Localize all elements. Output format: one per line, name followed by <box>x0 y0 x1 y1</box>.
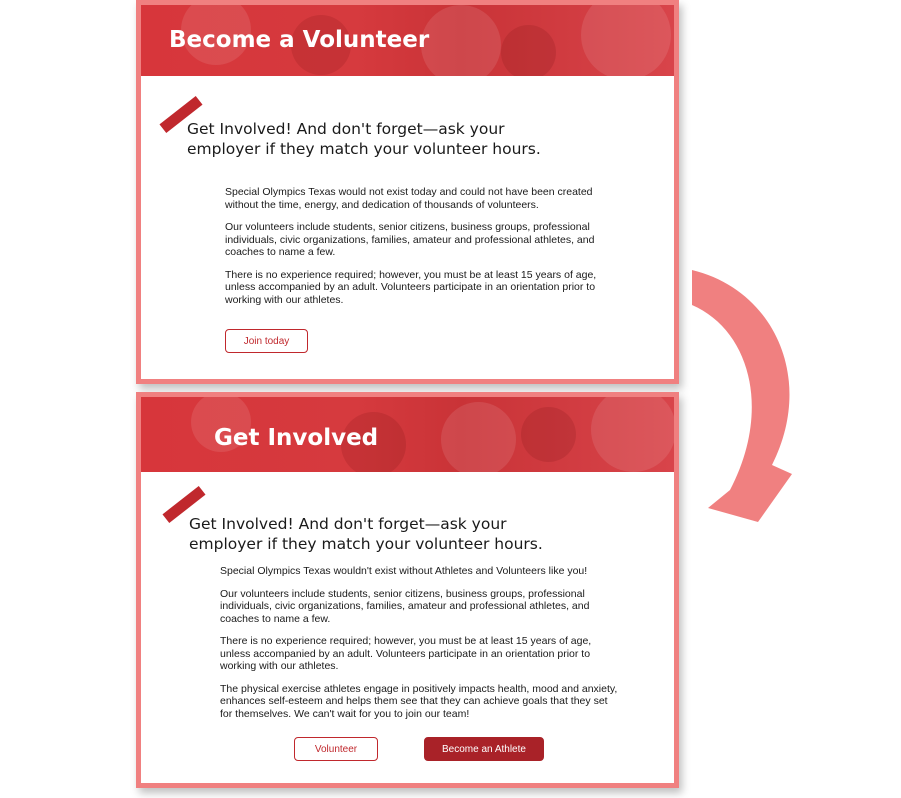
volunteer-button[interactable]: Volunteer <box>294 737 378 761</box>
after-card <box>136 392 679 788</box>
paragraph: The physical exercise athletes engage in positively impacts health, mood and anxiety, enhances self-esteem and helps them see that they can achieve goals that they set for themselves. We can't wait for you to join our team! <box>220 682 618 720</box>
paragraph: Special Olympics Texas wouldn't exist without Athletes and Volunteers like you! <box>220 565 588 577</box>
hero-banner <box>141 5 674 76</box>
headline <box>187 119 627 159</box>
banner-title: Get Involved <box>214 425 379 451</box>
before-card <box>136 0 679 384</box>
banner-title: Become a Volunteer <box>169 27 430 53</box>
join-today-button[interactable]: Join today <box>225 329 308 353</box>
become-athlete-button[interactable]: Become an Athlete <box>424 737 544 761</box>
hero-banner <box>141 397 674 472</box>
paragraph: Our volunteers include students, senior citizens, business groups, professional individuals, civic organizations, families, amateur and professional athletes, and coaches to name a few. <box>220 587 590 625</box>
paragraph: Special Olympics Texas would not exist today and could not have been created without the time, energy, and dedication of thousands of volunteers. <box>225 186 593 211</box>
headline-line-1: Get Involved! And don't forget—ask your <box>187 120 505 138</box>
curved-arrow-down-icon <box>680 260 820 540</box>
headline-line-1: Get Involved! And don't forget—ask your <box>189 515 507 533</box>
headline <box>189 514 629 554</box>
body-text <box>225 186 620 316</box>
paragraph: Our volunteers include students, senior citizens, business groups, professional individuals, civic organizations, families, amateur and professional athletes, and coaches to name a few. <box>225 221 595 258</box>
paragraph: There is no experience required; however, you must be at least 15 years of age, unless accompanied by an adult. Volunteers participate in an orientation prior to working with our athletes. <box>225 268 597 306</box>
headline-line-2: employer if they match your volunteer hours. <box>187 140 541 158</box>
paragraph: There is no experience required; however, you must be at least 15 years of age, unless accompanied by an adult. Volunteers participate in an orientation prior to working with our athletes. <box>220 635 592 672</box>
body-text <box>220 565 620 730</box>
headline-line-2: employer if they match your volunteer hours. <box>189 535 543 553</box>
